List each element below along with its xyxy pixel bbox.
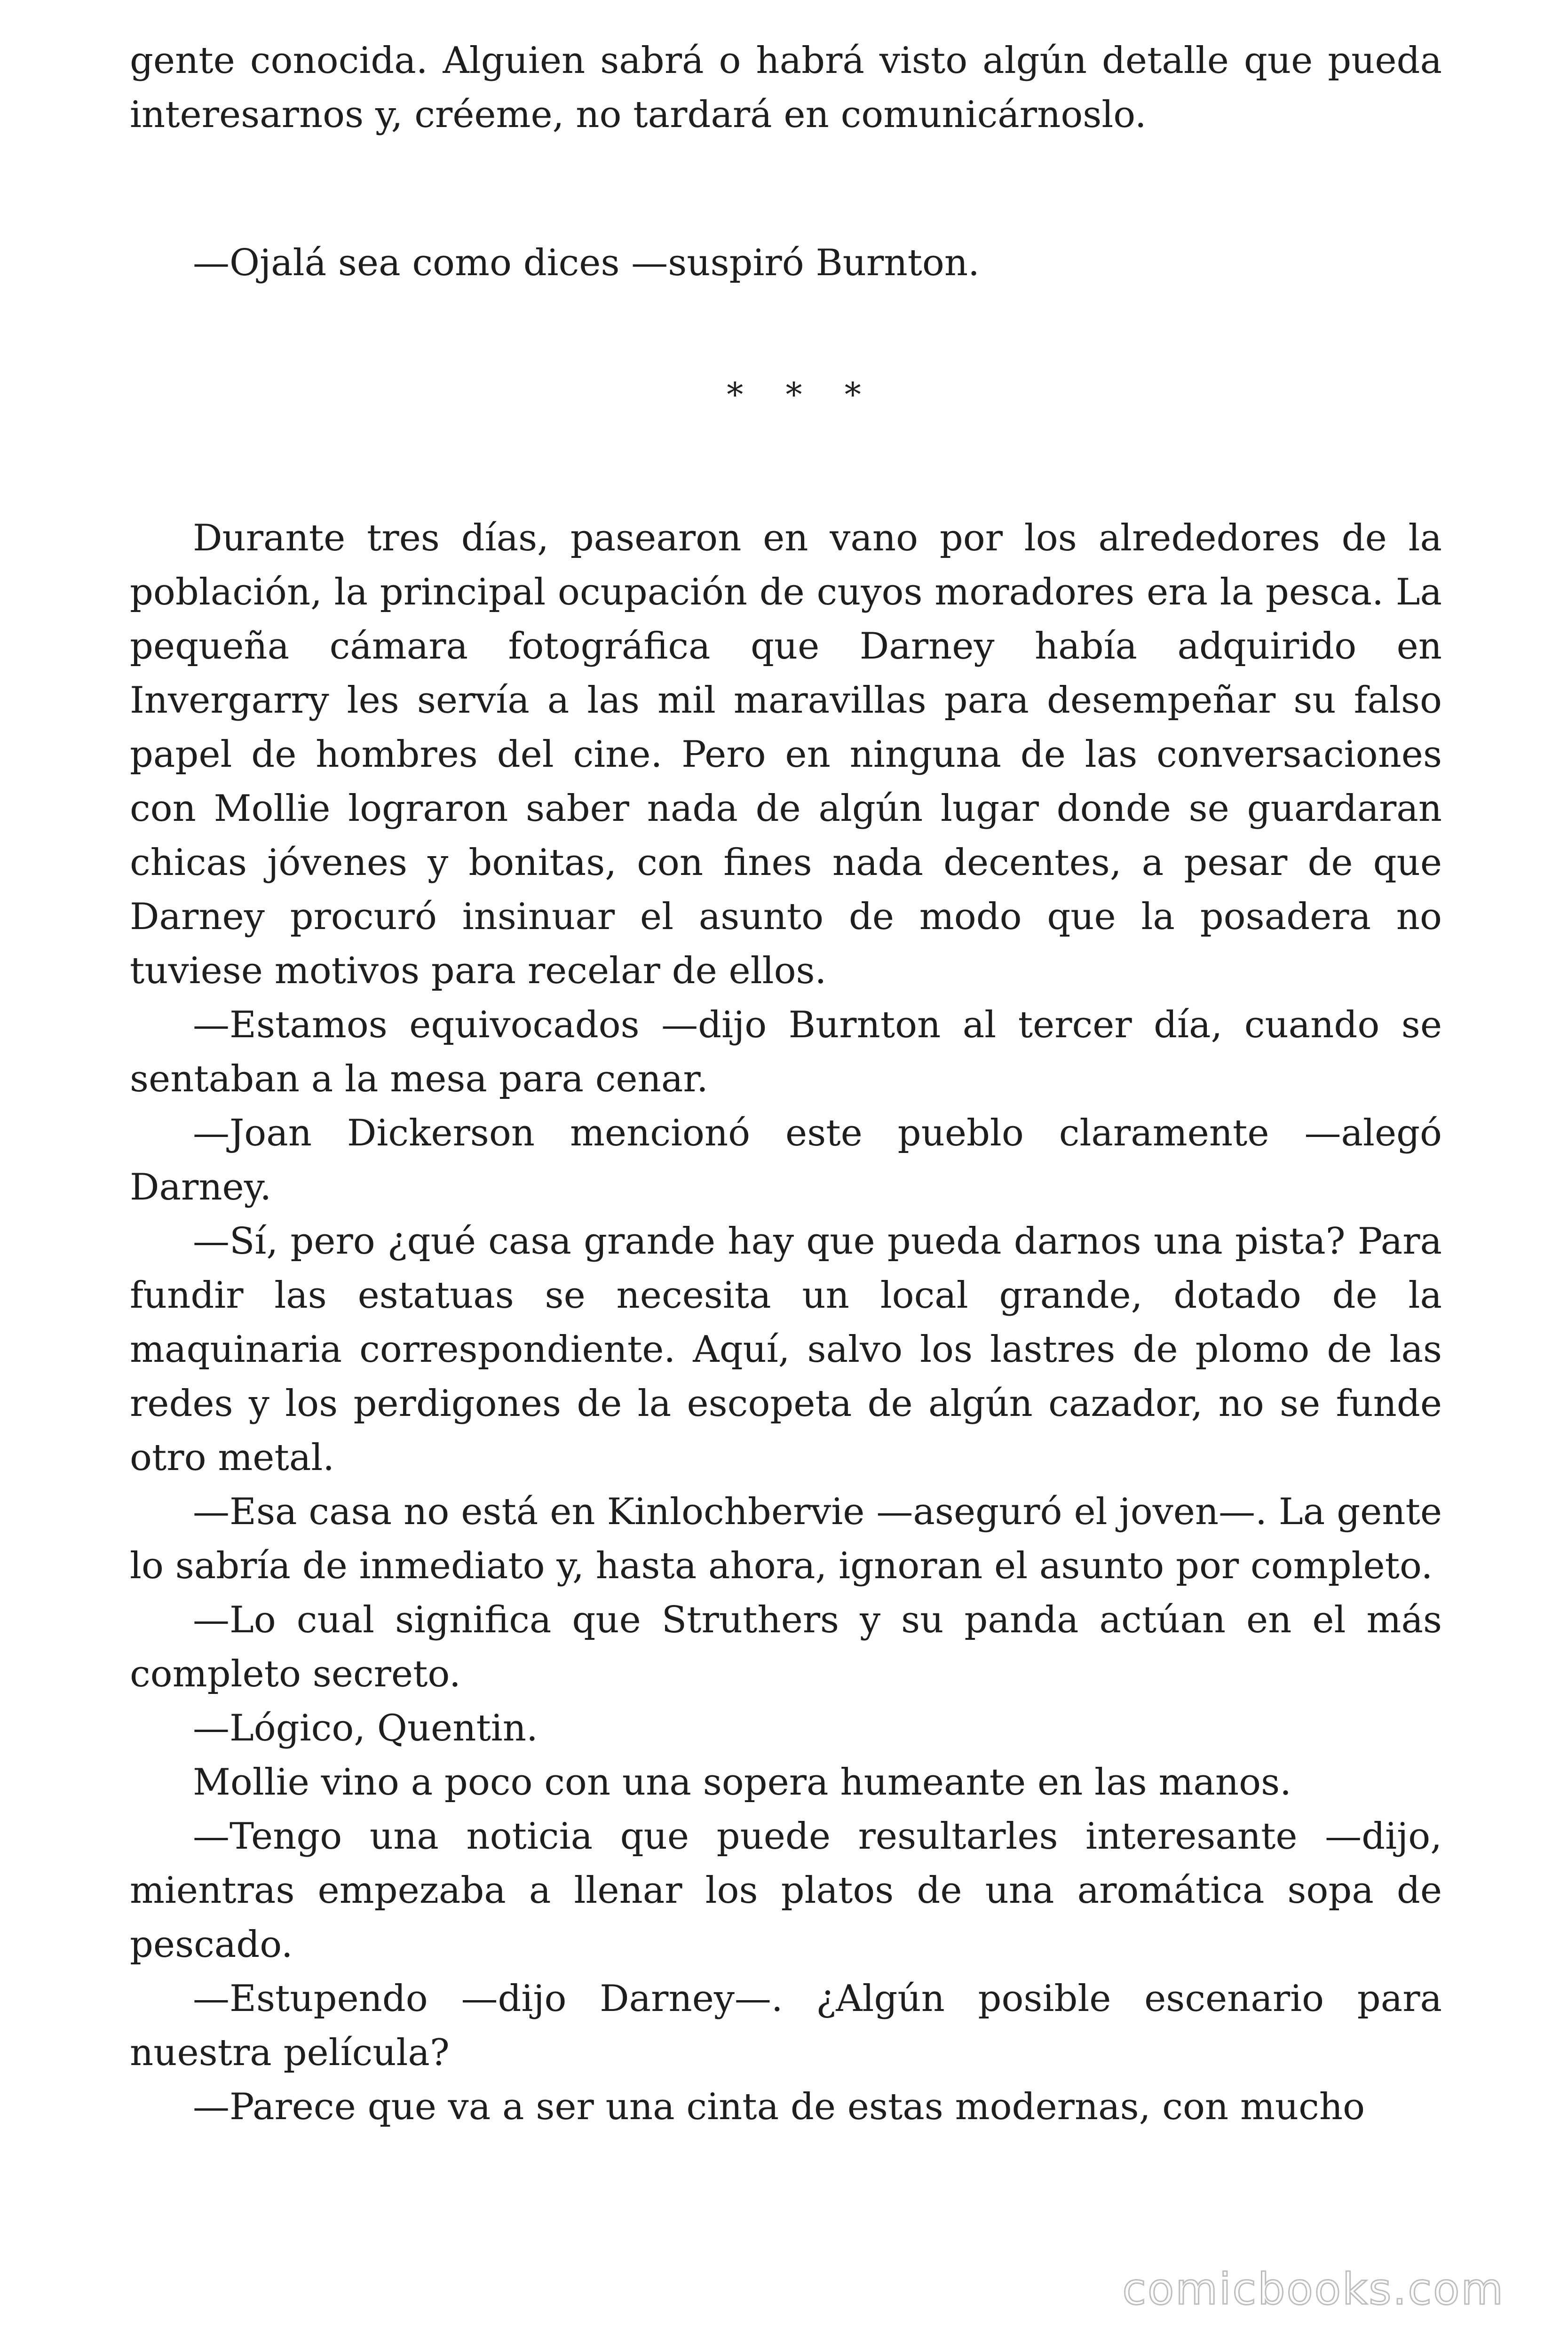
paragraph: —Tengo una noticia que puede resultarles interesante —dijo, mientras empezaba a llenar los platos de una aromática sopa de pescado. bbox=[130, 1815, 1442, 1966]
paragraph: —Ojalá sea como dices —suspiró Burnton. bbox=[193, 242, 980, 284]
paragraph: —Sí, pero ¿qué casa grande hay que pueda darnos una pista? Para fundir las estatuas se necesita un local grande, dotado de la maquinaria correspondiente. Aquí, salvo los lastres de plomo de las redes y los perdigones de la escopeta de algún cazador, no se funde otro metal. bbox=[130, 1220, 1442, 1479]
paragraph: —Lo cual significa que Struthers y su panda actúan en el más completo secreto. bbox=[130, 1599, 1442, 1695]
paragraph: —Esa casa no está en Kinlochbervie —aseguró el joven—. La gente lo sabría de inmediato y, hasta ahora, ignoran el asunto por completo. bbox=[130, 1491, 1442, 1587]
paragraph: —Estupendo —dijo Darney—. ¿Algún posible escenario para nuestra película? bbox=[130, 1978, 1442, 2074]
paragraph: —Estamos equivocados —dijo Burnton al tercer día, cuando se sentaban a la mesa para cenar. bbox=[130, 1004, 1442, 1100]
section-separator: * * * bbox=[727, 375, 877, 414]
paragraph: —Lógico, Quentin. bbox=[193, 1707, 538, 1749]
watermark-logo: comicbooks.com bbox=[1122, 2264, 1505, 2314]
paragraph: —Joan Dickerson mencionó este pueblo claramente —alegó Darney. bbox=[130, 1112, 1442, 1208]
paragraph: Mollie vino a poco con una sopera humeante en las manos. bbox=[193, 1761, 1291, 1804]
body-text bbox=[130, 511, 1442, 2134]
paragraph-continuation: gente conocida. Alguien sabrá o habrá visto algún detalle que pueda interesarnos y, créeme, no tardará en comunicárnoslo. bbox=[130, 40, 1442, 136]
paragraph: —Parece que va a ser una cinta de estas modernas, con mucho bbox=[193, 2086, 1365, 2128]
paragraph: Durante tres días, pasearon en vano por los alrededores de la población, la principal ocupación de cuyos moradores era la pesca. La pequeña cámara fotográfica que Darney había adquirido en Invergarry les servía a las mil maravillas para desempeñar su falso papel de hombres del cine. Pero en ninguna de las conversaciones con Mollie lograron saber nada de algún lugar donde se guardaran chicas jóvenes y bonitas, con fines nada decentes, a pesar de que Darney procuró insinuar el asunto de modo que la posadera no tuviese motivos para recelar de ellos. bbox=[130, 517, 1442, 992]
